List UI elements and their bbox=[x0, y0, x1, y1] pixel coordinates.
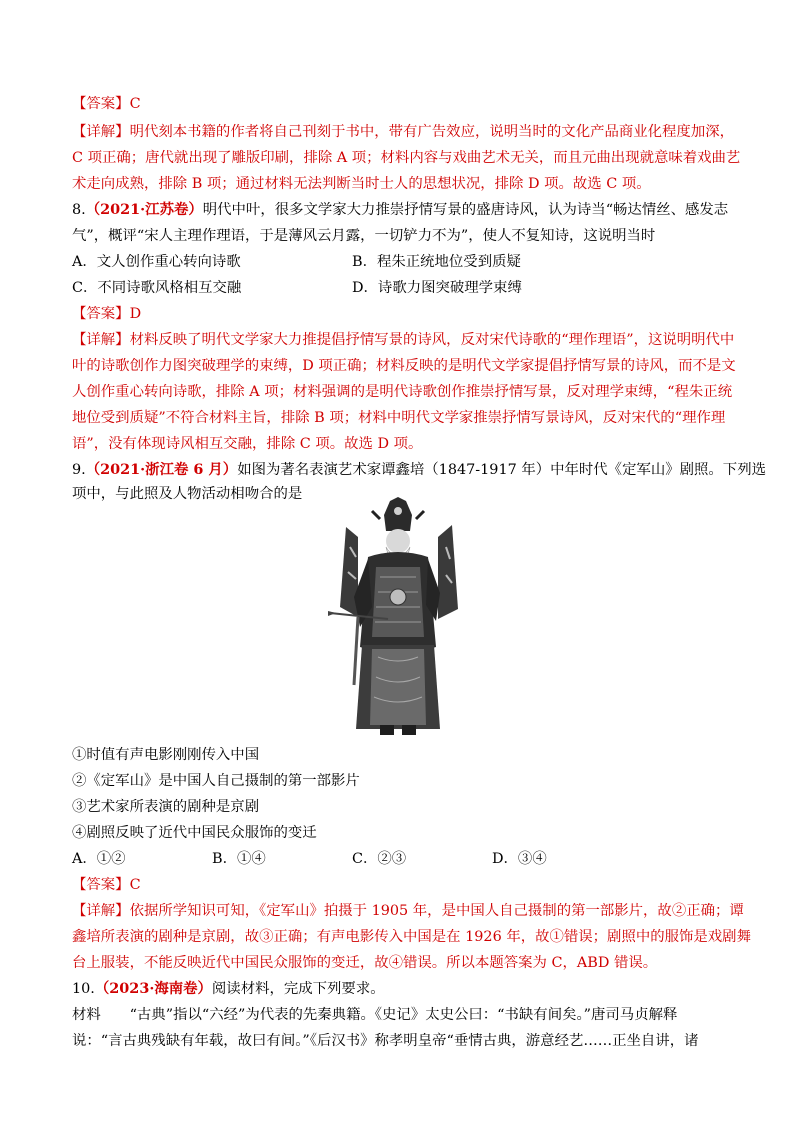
q9-number: 9. bbox=[72, 462, 86, 478]
q8-option-a: A．文人创作重心转向诗歌 bbox=[72, 254, 241, 270]
q9-detail-line-3: 台上服装，不能反映近代中国民众服饰的变迁，故④错误。所以本题答案为 C，ABD 错误。 bbox=[72, 955, 658, 971]
q9-statement-3: ③艺术家所表演的剧种是京剧 bbox=[72, 799, 260, 815]
q10-number: 10. bbox=[72, 981, 95, 997]
q10-source: （2023·海南卷） bbox=[94, 980, 212, 997]
q8-option-b: B．程朱正统地位受到质疑 bbox=[352, 254, 521, 270]
q8-answer: D bbox=[129, 306, 142, 322]
q10-material-line-2: 说：“言古典残缺有年载，故曰有间。”《后汉书》称孝明皇帝“垂情古典，游意经艺……正坐自讲，诸 bbox=[72, 1033, 699, 1049]
answer-label: 【答案】 bbox=[72, 96, 130, 112]
q9-stem-line-1: 9.（2021·浙江卷 6 月）如图为著名表演艺术家谭鑫培（1847-1917 年）中年时代《定军山》剧照。下列选 bbox=[72, 461, 766, 478]
opera-photo bbox=[328, 497, 468, 737]
q8-option-d: D．诗歌力图突破理学束缚 bbox=[352, 280, 522, 296]
q8-detail-line-5: 语”，没有体现诗风相互交融，排除 C 项。故选 D 项。 bbox=[72, 436, 423, 452]
q9-answer: C bbox=[129, 877, 141, 893]
q8-detail-line-4: 地位受到质疑”不符合材料主旨，排除 B 项；材料中明代文学家推崇抒情写景诗风，反对宋代的“理作理 bbox=[72, 410, 726, 426]
q9-statement-2: ②《定军山》是中国人自己摄制的第一部影片 bbox=[72, 773, 360, 789]
q9-detail-line-1: 【详解】依据所学知识可知，《定军山》拍摄于 1905 年，是中国人自己摄制的第一部影片，故②正确；谭 bbox=[72, 903, 744, 919]
q7-detail-line-2: C 项正确；唐代就出现了雕版印刷，排除 A 项；材料内容与戏曲艺术无关，而且元曲出现就意味着戏曲艺 bbox=[72, 150, 741, 166]
q8-source: （2021·江苏卷） bbox=[85, 201, 203, 218]
q7-answer-line bbox=[72, 94, 732, 114]
q8-stem-line-2: 气”，概评“宋人主理作理语，于是薄风云月露，一切铲力不为”，使人不复知诗，这说明当时 bbox=[72, 228, 656, 244]
q7-detail-line-3: 术走向成熟，排除 B 项；通过材料无法判断当时士人的思想状况，排除 D 项。故选 C 项。 bbox=[72, 176, 651, 192]
q9-detail-line-2: 鑫培所表演的剧种是京剧，故③正确；有声电影传入中国是在 1926 年，故①错误；剧照中的服饰是戏剧舞 bbox=[72, 929, 751, 945]
q8-number: 8. bbox=[72, 202, 86, 218]
q10-material-line-1: 材料 “古典”指以“六经”为代表的先秦典籍。《史记》太史公曰：“书缺有间矣。”唐司马贞解释 bbox=[72, 1007, 678, 1023]
q9-option-b: B．①④ bbox=[212, 851, 266, 867]
q9-option-a: A．①② bbox=[72, 851, 126, 867]
q9-statement-4: ④剧照反映了近代中国民众服饰的变迁 bbox=[72, 825, 317, 841]
q7-answer: C bbox=[129, 96, 141, 112]
q8-detail-line-2: 叶的诗歌创作力图突破理学的束缚，D 项正确；材料反映的是明代文学家提倡抒情写景的诗风，而不是文 bbox=[72, 358, 736, 374]
q8-detail-line-1: 【详解】材料反映了明代文学家大力推提倡抒情写景的诗风，反对宋代诗歌的“理作理语”，这说明明代中 bbox=[72, 332, 735, 348]
q8-detail-line-3: 人创作重心转向诗歌，排除 A 项；材料强调的是明代诗歌创作推崇抒情写景，反对理学束缚，“程朱正统 bbox=[72, 384, 733, 400]
q9-statement-1: ①时值有声电影刚刚传入中国 bbox=[72, 747, 260, 763]
q9-stem-line-2: 项中，与此照及人物活动相吻合的是 bbox=[72, 486, 303, 502]
q9-source: （2021·浙江卷 6 月） bbox=[85, 461, 238, 478]
q10-stem-line: 10.（2023·海南卷）阅读材料，完成下列要求。 bbox=[72, 980, 385, 997]
q8-stem-line-1: 8.（2021·江苏卷）明代中叶，很多文学家大力推崇抒情写景的盛唐诗风，认为诗当“畅达情丝、感发志 bbox=[72, 201, 729, 218]
q9-option-d: D．③④ bbox=[492, 851, 547, 867]
detail-label: 【详解】 bbox=[72, 124, 130, 140]
q9-answer-line: 【答案】C bbox=[72, 877, 141, 893]
q7-detail-line-1: 【详解】明代刻本书籍的作者将自己刊刻于书中，带有广告效应，说明当时的文化产品商业化程度加深， bbox=[72, 124, 734, 140]
q8-answer-line: 【答案】D bbox=[72, 306, 142, 322]
q9-option-c: C．②③ bbox=[352, 851, 407, 867]
q8-option-c: C．不同诗歌风格相互交融 bbox=[72, 280, 242, 296]
